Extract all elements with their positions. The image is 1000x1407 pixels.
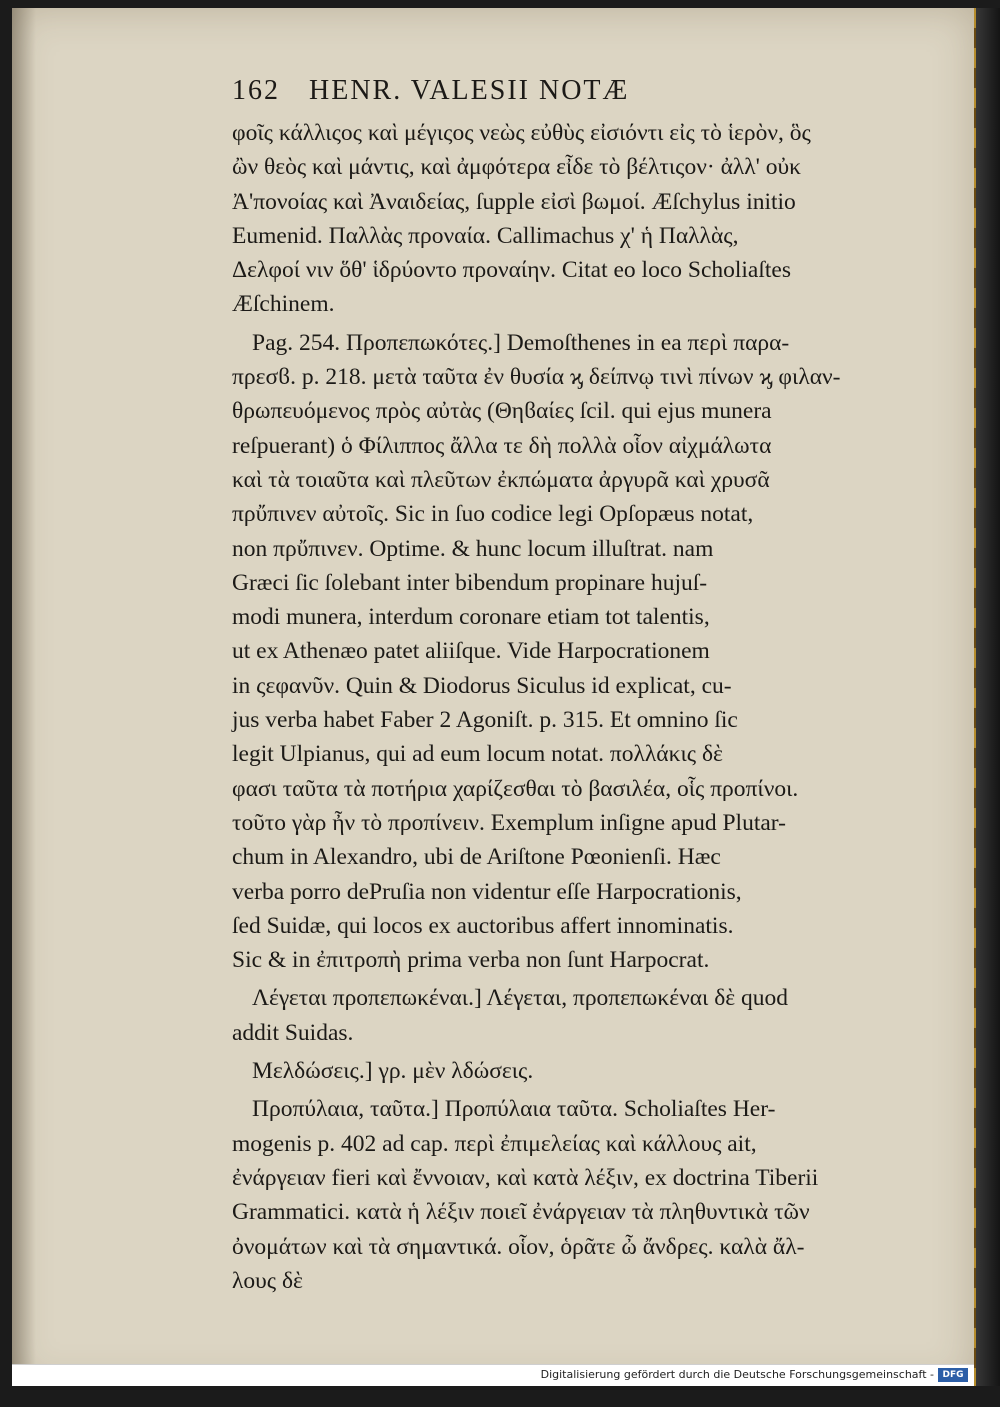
text-line: θρωπευόμενος πρὸς αὐτὰς (Θηϐαίες ſcil. qui ejus munera	[232, 398, 772, 425]
page-number: 162	[232, 75, 280, 106]
text-line: ὢν θεὸς καὶ μάντις, καὶ ἀμφότερα εἶδε τὸ βέλτιςον· ἀλλ' οὐκ	[232, 154, 802, 181]
text-line: φοῖς κάλλιςος καὶ μέγιςος νεὼς εὐθὺς εἰσιόντι εἰς τὸ ἱερὸν, ὃς	[232, 120, 811, 146]
text-line: Μελδώσεις.] γρ. μὲν λδώσεις.	[252, 1058, 534, 1085]
text-line: ὀνομάτων καὶ τὰ σημαντικά. οἷον, ὁρᾶτε ὦ ἄνδρες. καλὰ ἄλ-	[232, 1233, 805, 1260]
text-line: καὶ τὰ τοιαῦτα καὶ πλεῦτων ἐκπώματα ἀργυρᾶ καὶ χρυσᾶ	[232, 466, 770, 493]
text-line: τοῦτο γὰρ ἦν τὸ προπίνειν. Exemplum inſigne apud Plutar-	[232, 809, 786, 836]
digitization-footer	[12, 1364, 974, 1386]
text-line: Pag. 254. Προπεπωκότες.] Demoſthenes in ea περὶ παρα-	[252, 329, 790, 356]
running-title: HENR. VALESII NOTÆ	[309, 75, 630, 106]
book-page	[12, 8, 974, 1386]
text-line: jus verba habet Faber 2 Agoniſt. p. 315. Et omnino ſic	[232, 707, 738, 734]
text-line: Ἀ'πονοίας καὶ Ἀναιδείας, ſupple εἰσὶ βωμοί. Æſchylus initio	[232, 188, 796, 215]
body-text	[232, 116, 932, 1298]
page-gutter-shadow	[12, 8, 36, 1386]
text-line: ἐνάργειαν fieri καὶ ἔννοιαν, καὶ κατὰ λέξιν, ex doctrina Tiberii	[232, 1164, 819, 1191]
text-line: Προπύλαια, ταῦτα.] Προπύλαια ταῦτα. Scholiaſtes Her-	[252, 1096, 776, 1123]
dfg-logo: DFG	[938, 1368, 968, 1382]
book-edge	[974, 8, 1000, 1386]
text-line: ut ex Athenæo patet aliiſque. Vide Harpocrationem	[232, 638, 710, 665]
page-edge-marks	[974, 8, 976, 1386]
text-line: πρεσϐ. p. 218. μετὰ ταῦτα ἐν θυσία ϗ δείπνῳ τινὶ πίνων ϗ φιλαν-	[232, 364, 841, 391]
text-line: Eumenid. Παλλὰς προναία. Callimachus χ' ἡ Παλλὰς,	[232, 222, 739, 249]
text-line: in ςεφανῦν. Quin & Diodorus Siculus id explicat, cu-	[232, 672, 732, 699]
text-line: Λέγεται προπεπωκέναι.] Λέγεται, προπεπωκέναι δὲ quod	[252, 985, 789, 1012]
text-line: non πρὔπινεν. Optime. & hunc locum illuſtrat. nam	[232, 535, 714, 562]
text-line: chum in Alexandro, ubi de Ariſtone Pœonienſi. Hæc	[232, 844, 721, 871]
text-line: Græci ſic ſolebant inter bibendum propinare hujuſ-	[232, 569, 708, 596]
text-block	[232, 66, 932, 1298]
text-line: λους δὲ	[232, 1267, 303, 1294]
running-head	[232, 66, 932, 116]
text-line: Δελφοί νιν ὅθ' ἱδρύοντο προναίην. Citat eo loco Scholiaſtes	[232, 257, 791, 284]
text-line: legit Ulpianus, qui ad eum locum notat. πολλάκις δὲ	[232, 741, 723, 768]
text-line: πρὔπινεν αὐτοῖς. Sic in ſuo codice legi Opſopæus notat,	[232, 501, 754, 528]
text-line: Æſchinem.	[232, 291, 335, 318]
text-line: φασι ταῦτα τὰ ποτήρια χαρίζεσθαι τὸ βασιλέα, οἷς προπίνοι.	[232, 775, 799, 802]
text-line: Sic & in ἐπιτροπὴ prima verba non ſunt Harpocrat.	[232, 947, 710, 974]
footer-credit: Digitalisierung gefördert durch die Deutsche Forschungsgemeinschaft -	[540, 1368, 934, 1381]
text-line: reſpuerant) ὁ Φίλιππος ἄλλα τε δὴ πολλὰ οἷον αἰχμάλωτα	[232, 432, 772, 459]
text-line: ſed Suidæ, qui locos ex auctoribus affert innominatis.	[232, 912, 734, 939]
text-line: Grammatici. κατὰ ἡ λέξιν ποιεῖ ἐνάργειαν τὰ πληθυντικὰ τῶν	[232, 1199, 810, 1226]
text-line: mogenis p. 402 ad cap. περὶ ἐπιμελείας καὶ κάλλους ait,	[232, 1130, 757, 1157]
text-line: modi munera, interdum coronare etiam tot talentis,	[232, 604, 710, 631]
text-line: addit Suidas.	[232, 1019, 354, 1046]
text-line: verba porro dePruſia non videntur eſſe Harpocrationis,	[232, 878, 742, 905]
